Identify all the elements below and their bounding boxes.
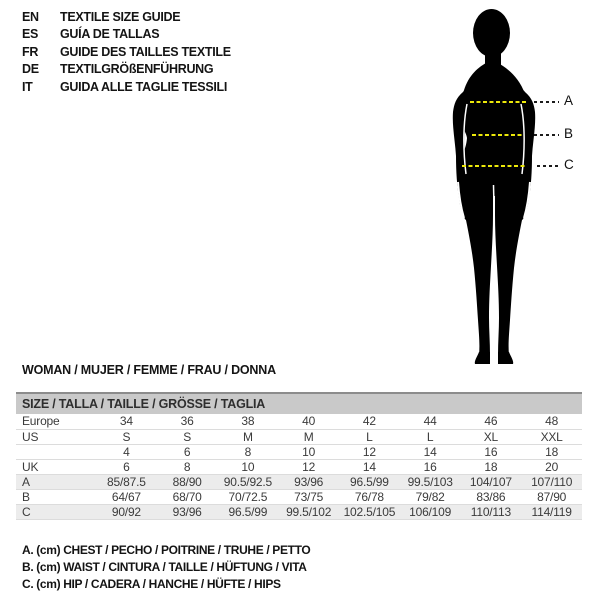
size-cell: 38 — [218, 414, 279, 429]
waist-leader-line — [534, 134, 559, 136]
hip-leader-line — [537, 165, 559, 167]
size-cell: 87/90 — [521, 489, 582, 504]
language-row — [22, 26, 231, 43]
size-cell: 76/78 — [339, 489, 400, 504]
measurement-legend — [22, 542, 310, 593]
size-cell: 6 — [96, 459, 157, 474]
size-cell: 102.5/105 — [339, 504, 400, 519]
size-cell: 8 — [157, 459, 218, 474]
language-row — [22, 79, 231, 96]
language-code: EN — [22, 10, 39, 24]
row-label: US — [16, 429, 96, 444]
size-cell: 18 — [461, 459, 522, 474]
row-label: C — [16, 504, 96, 519]
size-cell: XL — [461, 429, 522, 444]
size-cell: S — [96, 429, 157, 444]
hip-measure-line — [462, 165, 525, 167]
size-cell: 16 — [461, 444, 522, 459]
table-header: SIZE / TALLA / TAILLE / GRÖSSE / TAGLIA — [16, 393, 582, 414]
language-row — [22, 44, 231, 61]
size-cell: 107/110 — [521, 474, 582, 489]
language-code: FR — [22, 44, 39, 59]
table-row — [16, 504, 582, 519]
size-cell: 34 — [96, 414, 157, 429]
size-cell: 96.5/99 — [218, 504, 279, 519]
size-cell: 90.5/92.5 — [218, 474, 279, 489]
size-cell: 70/72.5 — [218, 489, 279, 504]
marker-label-c: C — [564, 157, 574, 172]
size-cell: M — [278, 429, 339, 444]
woman-silhouette-icon — [430, 0, 600, 380]
size-table — [16, 392, 582, 520]
size-cell: 99.5/102 — [278, 504, 339, 519]
size-cell: 14 — [400, 444, 461, 459]
language-title: TEXTILGRÖßENFÜHRUNG — [60, 62, 214, 77]
table-row — [16, 444, 582, 459]
size-cell: 68/70 — [157, 489, 218, 504]
size-cell: 12 — [278, 459, 339, 474]
size-cell: 73/75 — [278, 489, 339, 504]
size-cell: 90/92 — [96, 504, 157, 519]
size-cell: 104/107 — [461, 474, 522, 489]
table-row — [16, 474, 582, 489]
size-cell: 99.5/103 — [400, 474, 461, 489]
table-row — [16, 414, 582, 429]
size-cell: 93/96 — [278, 474, 339, 489]
language-title: TEXTILE SIZE GUIDE — [60, 10, 181, 24]
size-figure — [430, 0, 600, 380]
language-list — [22, 9, 231, 96]
language-row — [22, 9, 231, 26]
size-cell: 85/87.5 — [96, 474, 157, 489]
table-row — [16, 489, 582, 504]
waist-measure-line — [472, 134, 522, 136]
size-cell: 8 — [218, 444, 279, 459]
row-label: UK — [16, 459, 96, 474]
size-cell: 46 — [461, 414, 522, 429]
legend-line: A. (cm) CHEST / PECHO / POITRINE / TRUHE / PETTO — [22, 543, 311, 557]
chest-leader-line — [534, 101, 559, 103]
size-cell: M — [218, 429, 279, 444]
row-label: B — [16, 489, 96, 504]
size-cell: 10 — [218, 459, 279, 474]
size-cell: 40 — [278, 414, 339, 429]
size-cell: 114/119 — [521, 504, 582, 519]
size-cell: 96.5/99 — [339, 474, 400, 489]
section-title: WOMAN / MUJER / FEMME / FRAU / DONNA — [22, 363, 276, 377]
size-cell: L — [400, 429, 461, 444]
table-row — [16, 429, 582, 444]
row-label: Europe — [16, 414, 96, 429]
table-header-row — [16, 393, 582, 414]
size-cell: 18 — [521, 444, 582, 459]
size-cell: 106/109 — [400, 504, 461, 519]
language-code: ES — [22, 27, 39, 42]
chest-measure-line — [470, 101, 527, 103]
size-cell: 48 — [521, 414, 582, 429]
legend-line: B. (cm) WAIST / CINTURA / TAILLE / HÜFTUNG / VITA — [22, 560, 307, 574]
language-row — [22, 61, 231, 78]
size-cell: 79/82 — [400, 489, 461, 504]
size-cell: 88/90 — [157, 474, 218, 489]
size-cell: 110/113 — [461, 504, 522, 519]
size-cell: XXL — [521, 429, 582, 444]
language-title: GUIDE DES TAILLES TEXTILE — [60, 44, 231, 59]
marker-label-a: A — [564, 93, 574, 108]
size-cell: 83/86 — [461, 489, 522, 504]
size-cell: L — [339, 429, 400, 444]
legend-line: C. (cm) HIP / CADERA / HANCHE / HÜFTE / HIPS — [22, 577, 281, 591]
size-cell: 14 — [339, 459, 400, 474]
size-cell: 10 — [278, 444, 339, 459]
size-cell: 20 — [521, 459, 582, 474]
size-cell: 36 — [157, 414, 218, 429]
size-cell: 16 — [400, 459, 461, 474]
size-cell: 44 — [400, 414, 461, 429]
size-cell: 12 — [339, 444, 400, 459]
language-title: GUÍA DE TALLAS — [60, 27, 160, 42]
table-row — [16, 459, 582, 474]
marker-label-b: B — [564, 126, 574, 141]
size-cell: 93/96 — [157, 504, 218, 519]
size-cell: S — [157, 429, 218, 444]
size-cell: 6 — [157, 444, 218, 459]
size-cell: 42 — [339, 414, 400, 429]
size-cell: 4 — [96, 444, 157, 459]
row-label — [16, 444, 96, 459]
row-label: A — [16, 474, 96, 489]
language-title: GUIDA ALLE TAGLIE TESSILI — [60, 79, 228, 94]
size-cell: 64/67 — [96, 489, 157, 504]
language-code: IT — [22, 79, 33, 94]
language-code: DE — [22, 62, 39, 77]
